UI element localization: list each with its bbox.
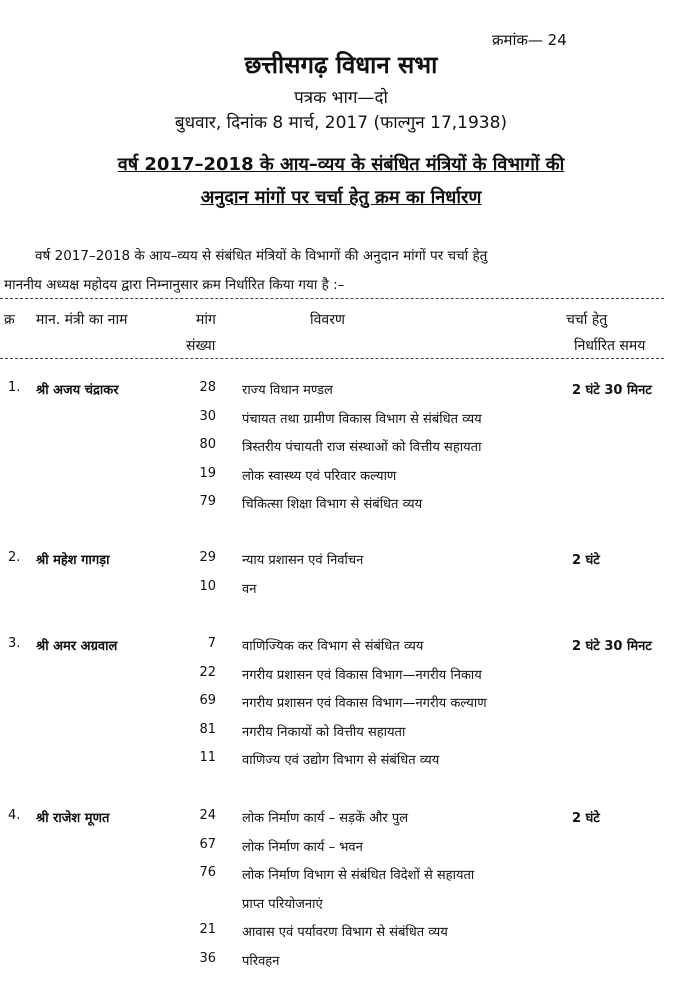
column-header-serial: क्र bbox=[4, 312, 15, 328]
demand-description: नगरीय प्रशासन एवं विकास विभाग—नगरीय निकाय bbox=[242, 667, 482, 683]
demand-description: नगरीय प्रशासन एवं विकास विभाग—नगरीय कल्याण bbox=[242, 696, 487, 711]
allotted-time: 2 घंटे bbox=[572, 553, 600, 568]
allotted-time: 2 घंटे 30 मिनट bbox=[572, 383, 652, 398]
demand-number: 7 bbox=[207, 636, 216, 651]
demand-number: 80 bbox=[199, 437, 216, 452]
group-serial: 3. bbox=[8, 636, 21, 651]
minister-name: श्री अजय चंद्राकर bbox=[36, 383, 119, 398]
demand-description: राज्य विधान मण्डल bbox=[242, 383, 333, 398]
demand-number: 21 bbox=[199, 922, 216, 937]
serial-number: क्रमांक— 24 bbox=[492, 31, 567, 49]
demand-number: 81 bbox=[199, 721, 216, 737]
demand-description: लोक स्वास्थ्य एवं परिवार कल्याण bbox=[242, 468, 397, 484]
assembly-title: छत्तीसगढ़ विधान सभा bbox=[244, 51, 438, 79]
column-header-discussion: चर्चा हेतु bbox=[566, 312, 608, 328]
demand-number: 79 bbox=[199, 494, 216, 509]
minister-name: श्री अमर अग्रवाल bbox=[36, 639, 118, 654]
demand-number: 30 bbox=[199, 408, 216, 424]
table-top-divider bbox=[0, 298, 664, 299]
demand-number: 76 bbox=[199, 865, 216, 880]
demand-description: वन bbox=[242, 581, 257, 597]
demand-number: 67 bbox=[199, 836, 216, 852]
demand-number: 11 bbox=[199, 750, 216, 765]
group-serial: 2. bbox=[8, 550, 21, 565]
demand-description: परिवहन bbox=[242, 953, 280, 969]
column-header-demand: मांग bbox=[196, 312, 216, 328]
heading-line-1: वर्ष 2017–2018 के आय–व्यय के संबंधित मंत्रियों के विभागों की bbox=[117, 154, 565, 175]
column-header-description: विवरण bbox=[310, 312, 346, 328]
group-serial: 1. bbox=[8, 380, 21, 395]
minister-name: श्री महेश गागड़ा bbox=[36, 553, 110, 568]
group-serial: 4. bbox=[8, 808, 21, 823]
demand-description: वाणिज्य एवं उद्योग विभाग से संबंधित व्यय bbox=[242, 753, 440, 768]
demand-number: 24 bbox=[199, 808, 216, 823]
demand-description: लोक निर्माण कार्य – सड़कें और पुल bbox=[242, 811, 409, 826]
demand-description: लोक निर्माण कार्य – भवन bbox=[242, 839, 363, 855]
demand-description: त्रिस्तरीय पंचायती राज संस्थाओं को वित्तीय सहायता bbox=[242, 440, 482, 455]
demand-number: 29 bbox=[199, 550, 216, 565]
date-line: बुधवार, दिनांक 8 मार्च, 2017 (फाल्गुन 17,1938) bbox=[174, 113, 508, 133]
demand-number: 10 bbox=[199, 578, 216, 594]
demand-description: न्याय प्रशासन एवं निर्वाचन bbox=[242, 553, 364, 568]
column-header-minister: मान. मंत्री का नाम bbox=[36, 312, 128, 328]
intro-line-2: माननीय अध्यक्ष महोदय द्वारा निम्नानुसार क्रम निर्धारित किया गया है :– bbox=[4, 277, 345, 293]
demand-description: नगरीय निकायों को वित्तीय सहायता bbox=[242, 724, 406, 740]
column-header-allotted-time: निर्धारित समय bbox=[574, 338, 646, 354]
demand-description: प्राप्त परियोजनाएं bbox=[242, 896, 323, 912]
minister-name: श्री राजेश मूणत bbox=[36, 811, 110, 826]
demand-number: 36 bbox=[199, 950, 216, 966]
demand-description: आवास एवं पर्यावरण विभाग से संबंधित व्यय bbox=[242, 925, 448, 940]
demand-number: 69 bbox=[199, 693, 216, 708]
intro-line-1: वर्ष 2017–2018 के आय–व्यय से संबंधित मंत्रियों के विभागों की अनुदान मांगों पर चर्चा हेतु bbox=[35, 248, 488, 264]
demand-number: 22 bbox=[199, 664, 216, 680]
allotted-time: 2 घंटे 30 मिनट bbox=[572, 639, 652, 654]
demand-description: लोक निर्माण विभाग से संबंधित विदेशों से सहायता bbox=[242, 868, 475, 883]
demand-description: पंचायत तथा ग्रामीण विकास विभाग से संबंधित व्यय bbox=[242, 411, 482, 427]
column-header-demand-number: संख्या bbox=[186, 338, 216, 354]
bulletin-part: पत्रक भाग—दो bbox=[294, 88, 388, 108]
demand-number: 28 bbox=[199, 380, 216, 395]
table-header-divider bbox=[0, 358, 664, 359]
demand-number: 19 bbox=[199, 465, 216, 481]
heading-line-2: अनुदान मांगों पर चर्चा हेतु क्रम का निर्धारण bbox=[200, 187, 482, 208]
demand-description: वाणिज्यिक कर विभाग से संबंधित व्यय bbox=[242, 639, 424, 654]
demand-description: चिकित्सा शिक्षा विभाग से संबंधित व्यय bbox=[242, 497, 423, 512]
allotted-time: 2 घंटे bbox=[572, 811, 600, 826]
